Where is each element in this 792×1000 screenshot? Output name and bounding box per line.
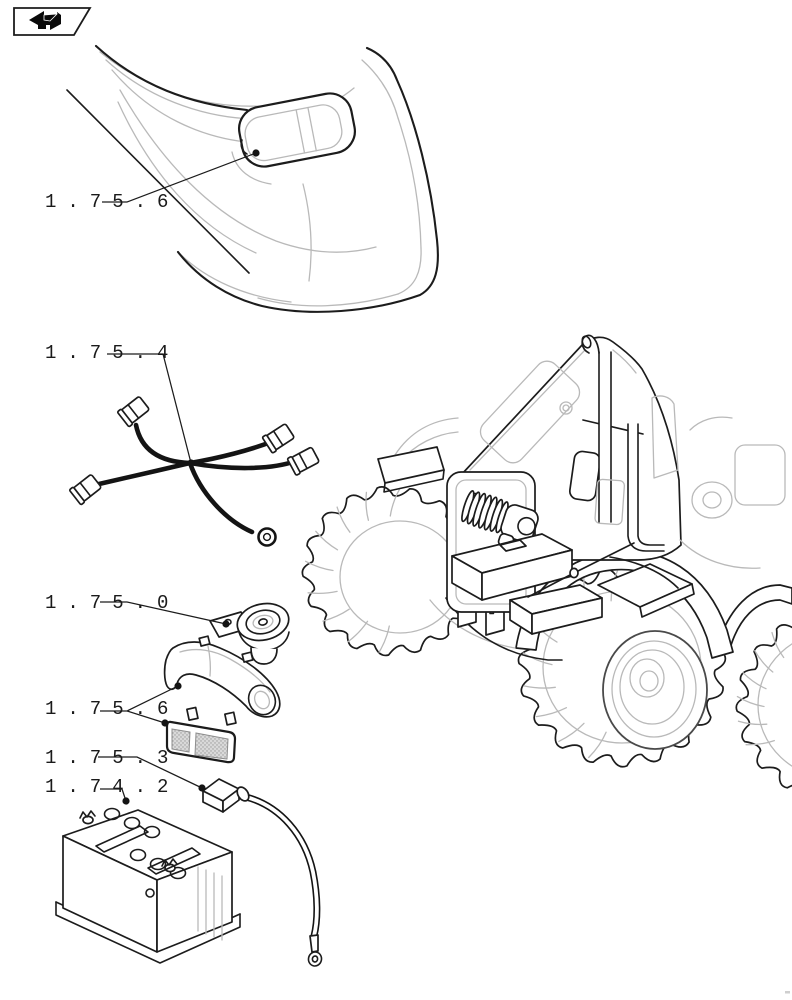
section-code-label-fender-lamp[interactable]: 1.75.6: [45, 191, 180, 213]
battery-terminal: [80, 811, 95, 824]
wiring-harness: [69, 395, 320, 545]
harness-connector-1: [117, 395, 150, 427]
rear-wheel-rim: [603, 631, 707, 749]
battery: [56, 809, 240, 1000]
section-code-label-harness[interactable]: 1.75.4: [45, 342, 180, 364]
page-corner-mark: [785, 991, 790, 994]
harness-connector-2: [262, 423, 295, 454]
harness-connector-4: [69, 473, 102, 505]
horn-bell: [251, 648, 277, 664]
far-rear-wheel: [736, 609, 792, 800]
front-fender-bracket: [378, 447, 444, 483]
harness-ring-terminal: [259, 529, 276, 546]
fender-work-lamp: [235, 90, 358, 171]
front-fender: [67, 46, 438, 312]
section-code-label-horn[interactable]: 1.75.0: [45, 592, 180, 614]
cable-end-ring-terminal: [307, 935, 323, 967]
nav-section-icon[interactable]: [14, 8, 90, 35]
fender-position-line: [67, 90, 249, 273]
tractor-illustration: [302, 335, 792, 800]
section-code-label-lamp[interactable]: 1.75.6: [45, 698, 180, 720]
section-code-label-battery[interactable]: 1.74.2: [45, 776, 180, 798]
section-code-label-cable[interactable]: 1.75.3: [45, 747, 180, 769]
harness-connector-3: [287, 446, 320, 475]
